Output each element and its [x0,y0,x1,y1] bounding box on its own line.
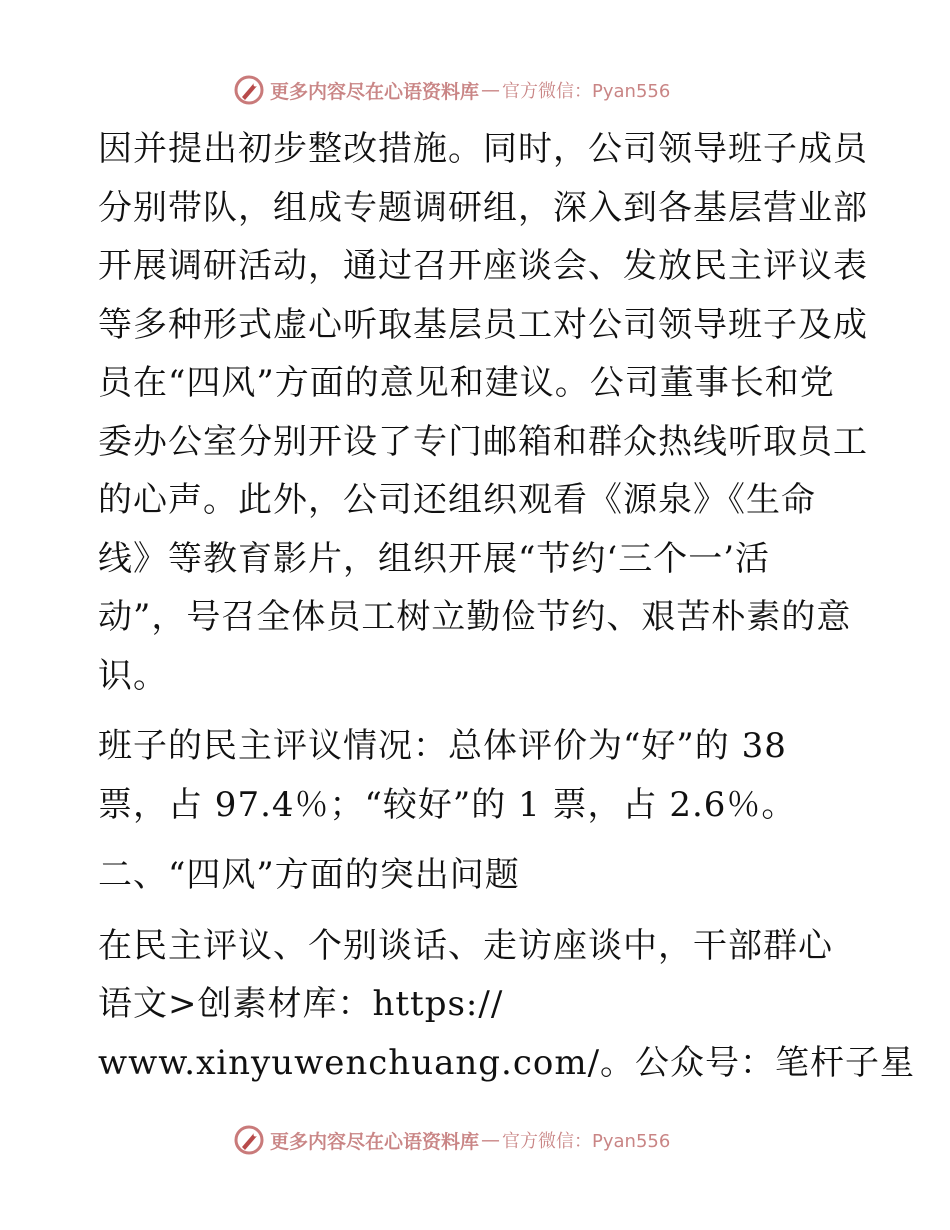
paragraph-rectification [98,120,868,705]
banner-wechat: 官方微信：Pyan556 [502,1131,671,1152]
text-line: 分别带队，组成专题调研组，深入到各基层营业部 [98,187,868,228]
banner-text: 更多内容尽在心语资料库 [270,80,480,103]
text-line: 识。 [98,655,168,696]
text-line: www.xinyuwenchuang.com/。公众号：笔杆子星 [98,1042,916,1083]
paragraph-problems [98,917,916,1093]
paragraph-spacer [98,705,858,717]
section-heading [98,846,858,905]
banner-dash: — [481,79,501,101]
text-line: 班子的民主评议情况：总体评价为“好”的 38 [98,726,787,766]
banner-text: 更多内容尽在心语资料库 [270,1130,480,1153]
text-line: 动”，号召全体员工树立勤俭节约、艰苦朴素的意 [98,597,852,637]
text-line: 在民主评议、个别谈话、走访座谈中，干部群心 [98,925,833,966]
text-line: 因并提出初步整改措施。同时，公司领导班子成员 [98,129,868,169]
document-body [98,120,916,1092]
pen-nib-logo-icon [232,73,266,107]
text-line: 线》等教育影片，组织开展“节约‘三个一’活 [98,538,770,579]
footer-banner [232,1122,670,1158]
paragraph-spacer [98,834,858,846]
text-line: 二、“四风”方面的突出问题 [98,855,520,895]
text-line: 等多种形式虚心听取基层员工对公司领导班子及成 [98,304,868,345]
banner-dash: — [481,1129,501,1151]
pen-nib-logo-icon [232,1123,266,1157]
text-line: 票，占 97.4％；“较好”的 1 票，占 2.6％。 [98,784,797,825]
text-line: 语文>创素材库：https:// [98,984,504,1024]
paragraph-evaluation [98,717,858,834]
paragraph-spacer [98,905,858,917]
banner-wechat: 官方微信：Pyan556 [502,81,671,102]
text-line: 委办公室分别开设了专门邮箱和群众热线听取员工 [98,421,868,462]
header-banner [232,72,670,108]
text-line: 的心声。此外，公司还组织观看《源泉》《生命 [98,480,816,520]
text-line: 员在“四风”方面的意见和建议。公司董事长和党 [98,363,835,403]
text-line: 开展调研活动，通过召开座谈会、发放民主评议表 [98,246,868,286]
